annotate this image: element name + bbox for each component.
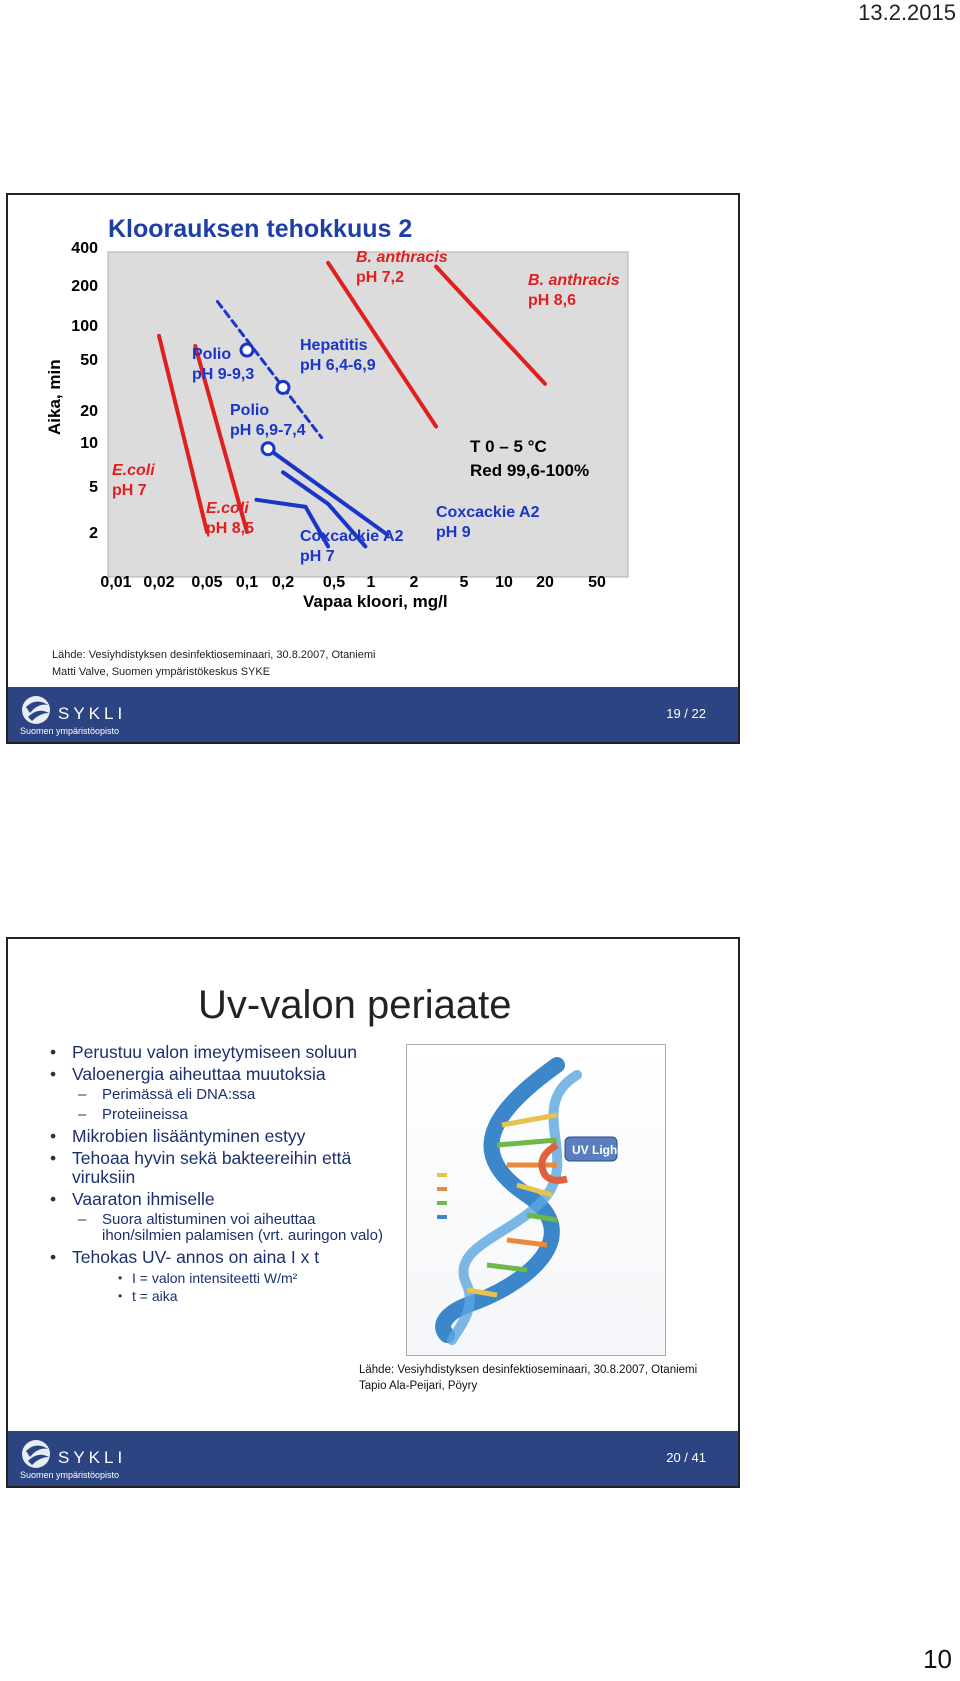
series-label: B. anthracis [356,249,448,266]
series-marker [277,381,289,393]
x-tick-label: 0,5 [322,574,346,591]
series-label: pH 7 [300,548,335,565]
slide-title: Kloorauksen tehokkuus 2 [108,215,413,243]
sub-bullet-item: – Suora altistuminen voi aiheuttaa ihon/silmien palamisen (vrt. auringon valo) [48,1212,388,1244]
bullet-item: • Tehokas UV- annos on aina I x t [48,1248,388,1267]
x-tick-label: 0,2 [271,574,295,591]
slide-number: 19 / 22 [666,706,706,721]
x-tick-label: 20 [536,574,554,591]
y-tick-label: 200 [71,278,98,295]
source-line: Lähde: Vesiyhdistyksen desinfektioseminaari, 30.8.2007, Otaniemi [359,1364,698,1376]
slide-number: 20 / 41 [666,1450,706,1465]
series-label: pH 9 [436,524,471,541]
svg-text:UV Light: UV Light [572,1143,622,1157]
x-axis-label: Vapaa kloori, mg/l [303,592,448,611]
sub-bullet-item: – Perimässä eli DNA:ssa [48,1087,388,1103]
sub-bullet-item: – Proteiineissa [48,1107,388,1123]
series-label: B. anthracis [528,272,620,289]
series-label: Hepatitis [300,337,368,354]
series-label: Coxcackie A2 [436,504,540,521]
bullet-item: • Valoenergia aiheuttaa muutoksia [48,1065,388,1084]
bullet-item: • Perustuu valon imeytymiseen soluun [48,1043,388,1062]
series-label: pH 6,4-6,9 [300,357,376,374]
series-marker [241,344,253,356]
conditions-annotation-temp: T 0 – 5 °C [470,437,547,456]
y-axis-label: Aika, min [45,359,64,435]
sub-sub-bullet-item: • t = aika [48,1288,388,1304]
slide-uv-principle [6,937,740,1488]
series-label: pH 7 [112,482,147,499]
series-label: E.coli [206,500,249,517]
series-label: Polio [230,402,270,419]
slide-chlorination-efficiency [6,193,740,744]
y-tick-label: 10 [80,435,98,452]
source-author: Matti Valve, Suomen ympäristökeskus SYKE [52,666,271,678]
bullet-list [48,1043,388,1306]
y-tick-label: 400 [71,240,98,257]
dna-helix-icon [407,1045,665,1355]
x-tick-label: 0,01 [100,574,132,591]
page-number: 10 [923,1644,952,1674]
series-label: pH 7,2 [356,269,405,286]
x-tick-label: 5 [459,574,469,591]
x-tick-label: 1 [366,574,376,591]
series-label: E.coli [112,462,155,479]
x-tick-label: 50 [588,574,606,591]
y-tick-label: 100 [71,318,98,335]
y-tick-label: 50 [80,352,98,369]
page-date: 13.2.2015 [858,0,956,25]
chlorination-chart [8,195,738,645]
slide-title: Uv-valon periaate [198,983,512,1027]
x-tick-label: 0,02 [143,574,175,591]
sykli-logo-icon [18,693,138,737]
y-tick-label: 5 [89,479,98,496]
series-label: pH 9-9,3 [192,366,255,383]
source-author: Tapio Ala-Peijari, Pöyry [359,1380,478,1392]
conditions-annotation-reduction: Red 99,6-100% [470,461,590,480]
slide-footer [8,687,738,742]
x-tick-label: 2 [409,574,419,591]
series-label: pH 8,5 [206,520,255,537]
svg-text:SYKLI: SYKLI [58,1448,127,1467]
series-label: pH 8,6 [528,292,577,309]
series-marker [262,443,274,455]
source-citation [359,1362,697,1394]
x-tick-label: 0,1 [235,574,259,591]
source-citation [52,647,375,681]
svg-text:Suomen ympäristöopisto: Suomen ympäristöopisto [20,1470,120,1480]
sub-sub-bullet-item: • I = valon intensiteetti W/m² [48,1270,388,1286]
series-label: Polio [192,346,232,363]
bullet-item: • Vaaraton ihmiselle [48,1190,388,1209]
y-tick-label: 20 [80,403,98,420]
sykli-logo-icon [18,1437,138,1481]
x-tick-label: 0,05 [191,574,223,591]
series-label: pH 6,9-7,4 [230,422,306,439]
bullet-item: • Tehoaa hyvin sekä bakteereihin että viruksiin [48,1149,388,1187]
x-tick-label: 10 [495,574,513,591]
series-label: Coxcackie A2 [300,528,404,545]
svg-text:SYKLI: SYKLI [58,704,127,723]
bullet-item: • Mikrobien lisääntyminen estyy [48,1127,388,1146]
slide-footer [8,1431,738,1486]
dna-uv-illustration [406,1044,666,1356]
y-tick-label: 2 [89,525,98,542]
svg-text:Suomen ympäristöopisto: Suomen ympäristöopisto [20,726,120,736]
source-line: Lähde: Vesiyhdistyksen desinfektioseminaari, 30.8.2007, Otaniemi [52,649,376,661]
